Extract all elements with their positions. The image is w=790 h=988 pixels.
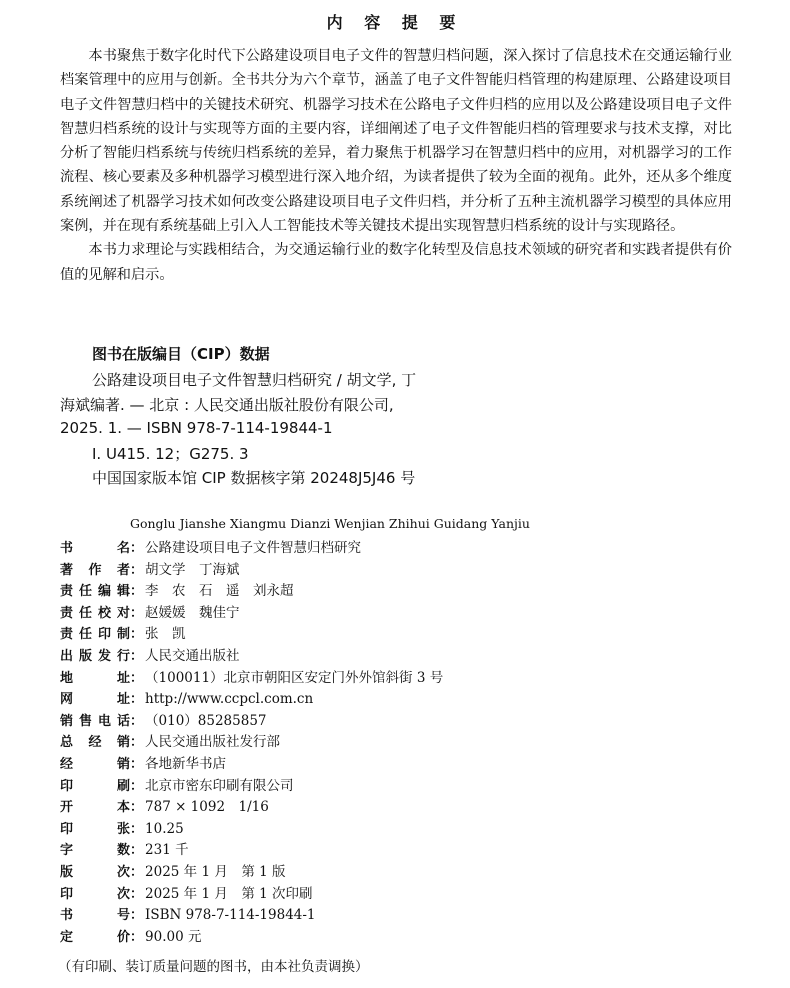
info-row-retailer: 经 销 ： 各地新华书店: [60, 754, 760, 776]
info-label: 印 张: [60, 821, 130, 837]
info-value: （100011）北京市朝阳区安定门外外馆斜街 3 号: [145, 669, 444, 686]
info-row-price: 定 价 ： 90.00 元: [60, 927, 760, 949]
abstract-paragraph-2: 本书力求理论与实践相结合，为交通运输行业的数字化转型及信息技术领域的研究者和实践者提供有价值的见解和启示。: [60, 242, 732, 283]
info-value: ISBN 978-7-114-19844-1: [145, 907, 316, 924]
info-row-title: 书 名 ： 公路建设项目电子文件智慧归档研究: [60, 538, 760, 560]
abstract-title: 内 容 提 要: [326, 13, 464, 32]
info-value: 90.00 元: [145, 928, 202, 945]
info-row-printing-supervisor: 责任印制 ： 张 凯: [60, 624, 760, 646]
info-row-publisher: 出版发行 ： 人民交通出版社: [60, 646, 760, 668]
info-label: 销售电话: [60, 713, 130, 729]
info-row-author: 著 作 者 ： 胡文学 丁海斌: [60, 560, 760, 582]
info-row-format: 开 本 ： 787 × 1092 1/16: [60, 797, 760, 819]
info-value: 10.25: [145, 820, 184, 837]
info-value: 北京市密东印刷有限公司: [145, 777, 294, 794]
info-label: 经 销: [60, 756, 130, 772]
info-row-distributor: 总 经 销 ： 人民交通出版社发行部: [60, 732, 760, 754]
info-label: 书 号: [60, 908, 130, 924]
info-label: 定 价: [60, 929, 130, 945]
info-label: 版 次: [60, 864, 130, 880]
info-row-impression: 印 次 ： 2025 年 1 月 第 1 次印刷: [60, 884, 760, 906]
info-label: 地 址: [60, 670, 130, 686]
info-value: http://www.ccpcl.com.cn: [145, 691, 314, 708]
info-row-sales-phone: 销售电话 ： （010）85285857: [60, 711, 760, 733]
info-label: 印 刷: [60, 778, 130, 794]
info-row-isbn: 书 号 ： ISBN 978-7-114-19844-1: [60, 905, 760, 927]
abstract-body: [60, 44, 732, 287]
info-label: 总 经 销: [60, 735, 130, 751]
cip-line-1: 公路建设项目电子文件智慧归档研究 / 胡文学, 丁: [92, 371, 417, 389]
info-value: 2025 年 1 月 第 1 次印刷: [145, 885, 313, 902]
info-value: 231 千: [145, 842, 189, 859]
info-row-sheets: 印 张 ： 10.25: [60, 819, 760, 841]
info-value: 人民交通出版社: [145, 647, 240, 664]
info-label: 著 作 者: [60, 562, 130, 578]
info-value: 人民交通出版社发行部: [145, 734, 281, 751]
book-info-list: [60, 538, 760, 948]
cip-heading: 图书在版编目（CIP）数据: [92, 345, 270, 363]
cip-line-3: 2025. 1. — ISBN 978-7-114-19844-1: [60, 419, 333, 437]
info-value: （010）85285857: [145, 712, 267, 729]
pinyin-title: Gonglu Jianshe Xiangmu Dianzi Wenjian Zhihui Guidang Yanjiu: [130, 516, 530, 531]
info-label: 印 次: [60, 886, 130, 902]
info-value: 胡文学 丁海斌: [145, 561, 240, 578]
info-value: 张 凯: [145, 626, 186, 643]
info-row-address: 地 址 ： （100011）北京市朝阳区安定门外外馆斜街 3 号: [60, 668, 760, 690]
info-value: 787 × 1092 1/16: [145, 799, 269, 816]
info-value: 李 农 石 遥 刘永超: [145, 583, 294, 600]
info-label: 书 名: [60, 541, 130, 556]
info-row-word-count: 字 数 ： 231 千: [60, 840, 760, 862]
info-value: 2025 年 1 月 第 1 版: [145, 863, 286, 880]
info-label: 网 址: [60, 692, 130, 708]
info-value: 赵媛媛 魏佳宁: [145, 604, 240, 621]
info-row-printer: 印 刷 ： 北京市密东印刷有限公司: [60, 776, 760, 798]
info-label: 责任编辑: [60, 584, 130, 600]
info-row-proofreader: 责任校对 ： 赵媛媛 魏佳宁: [60, 603, 760, 625]
info-label: 责任印制: [60, 627, 130, 643]
abstract-paragraph-1: 本书聚焦于数字化时代下公路建设项目电子文件的智慧归档问题，深入探讨了信息技术在交通运输行业档案管理中的应用与创新。全书共分为六个章节，涵盖了电子文件智能归档管理的构建原理、公路建设项目电子文件智慧归档中的关键技术研究、机器学习技术在公路电子文件归档的应用以及公路建设项目电子文件智慧归档系统的设计与实现等方面的主要内容，详细阐述了电子文件智能归档的管理要求与技术支撑，对比分析了智能归档系统与传统归档系统的差异，着力聚焦于机器学习在智慧归档中的应用，对机器学习的工作流程、核心要素及多种机器学习模型进行深入地介绍，为读者提供了较为全面的视角。此外，还从多个维度系统阐述了机器学习技术如何改变公路建设项目电子文件归档，并分析了五种主流机器学习模型的具体应用案例，并在现有系统基础上引入人工智能技术等关键技术提出实现智慧归档系统的设计与实现路径。: [60, 48, 732, 235]
info-label: 责任校对: [60, 605, 130, 621]
info-label: 出版发行: [60, 648, 130, 664]
info-label: 字 数: [60, 843, 130, 859]
info-row-editor: 责任编辑 ： 李 农 石 遥 刘永超: [60, 581, 760, 603]
info-row-edition: 版 次 ： 2025 年 1 月 第 1 版: [60, 862, 760, 884]
cip-line-4: Ⅰ. U415. 12；G275. 3: [92, 445, 249, 463]
cip-line-2: 海斌编著. — 北京 : 人民交通出版社股份有限公司,: [60, 396, 394, 414]
info-value: 各地新华书店: [145, 755, 227, 772]
info-value: 公路建设项目电子文件智慧归档研究: [145, 540, 362, 556]
info-row-website: 网 址 ： http://www.ccpcl.com.cn: [60, 689, 760, 711]
info-label: 开 本: [60, 800, 130, 816]
cip-line-5: 中国国家版本馆 CIP 数据核字第 20248J5J46 号: [92, 469, 416, 487]
quality-note: （有印刷、装订质量问题的图书，由本社负责调换）: [58, 959, 369, 975]
